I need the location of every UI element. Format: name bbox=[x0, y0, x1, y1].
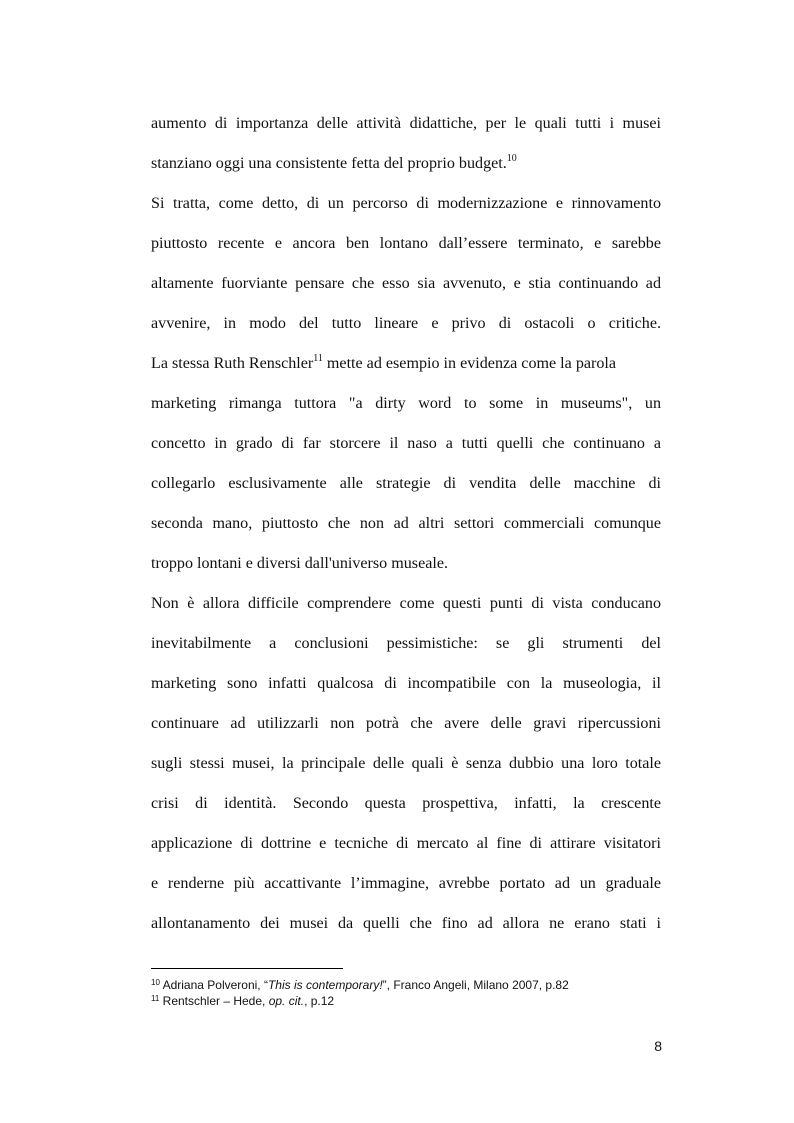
text-line: crisi di identità. Secondo questa prospettiva, infatti, la crescente bbox=[151, 795, 661, 812]
footnote-10 bbox=[151, 977, 671, 993]
footnote-divider bbox=[151, 968, 343, 969]
text-line: Non è allora difficile comprendere come questi punti di vista conducano bbox=[151, 595, 661, 612]
text-line: Si tratta, come detto, di un percorso di modernizzazione e rinnovamento bbox=[151, 195, 661, 212]
footnote-number: 10 bbox=[151, 978, 160, 987]
footnote-11 bbox=[151, 993, 671, 1009]
footnote-title: This is contemporary! bbox=[267, 978, 383, 992]
text-line: applicazione di dottrine e tecniche di mercato al fine di attirare visitatori bbox=[151, 835, 661, 852]
footnote-text: , p.12 bbox=[304, 994, 335, 1008]
text-line: collegarlo esclusivamente alle strategie di vendita delle macchine di bbox=[151, 475, 661, 492]
text-line: concetto in grado di far storcere il naso a tutti quelli che continuano a bbox=[151, 435, 661, 452]
page-number: 8 bbox=[654, 1038, 662, 1054]
text-line: allontanamento dei musei da quelli che fino ad allora ne erano stati i bbox=[151, 915, 661, 932]
text-line: seconda mano, piuttosto che non ad altri settori commerciali comunque bbox=[151, 515, 661, 532]
text-line: altamente fuorviante pensare che esso sia avvenuto, e stia continuando ad bbox=[151, 275, 661, 292]
text-line: e renderne più accattivante l’immagine, avrebbe portato ad un graduale bbox=[151, 875, 661, 892]
text-line: continuare ad utilizzarli non potrà che avere delle gravi ripercussioni bbox=[151, 715, 661, 732]
text-line: marketing sono infatti qualcosa di incompatibile con la museologia, il bbox=[151, 675, 661, 692]
text-line: sugli stessi musei, la principale delle quali è senza dubbio una loro totale bbox=[151, 755, 661, 772]
footnote-title: op. cit. bbox=[268, 994, 305, 1008]
text-line bbox=[151, 344, 661, 384]
text-line: marketing rimanga tuttora "a dirty word to some in museums", un bbox=[151, 395, 661, 412]
text-line: troppo lontani e diversi dall'universo museale. bbox=[151, 555, 448, 572]
footnote-text: Rentschler – Hede, bbox=[159, 994, 269, 1008]
footnote-text: Adriana Polveroni, “ bbox=[159, 978, 268, 992]
body-text bbox=[151, 104, 661, 944]
text-line: avvenire, in modo del tutto lineare e privo di ostacoli o critiche. bbox=[151, 315, 661, 332]
footnote-ref-11[interactable]: 11 bbox=[313, 353, 323, 364]
footnotes bbox=[151, 977, 671, 1009]
text-line: aumento di importanza delle attività didattiche, per le quali tutti i musei bbox=[151, 115, 661, 132]
text-span: La stessa Ruth Renschler bbox=[151, 355, 314, 372]
footnote-ref-10[interactable]: 10 bbox=[506, 153, 517, 164]
text-span: mette ad esempio in evidenza come la parola bbox=[322, 355, 617, 372]
text-line: inevitabilmente a conclusioni pessimistiche: se gli strumenti del bbox=[151, 635, 661, 652]
text-line: piuttosto recente e ancora ben lontano dall’essere terminato, e sarebbe bbox=[151, 235, 661, 252]
text-line bbox=[151, 144, 661, 184]
footnote-number: 11 bbox=[151, 994, 160, 1003]
footnote-text: ”, Franco Angeli, Milano 2007, p.82 bbox=[382, 978, 569, 992]
text-span: stanziano oggi una consistente fetta del proprio budget. bbox=[151, 155, 507, 172]
